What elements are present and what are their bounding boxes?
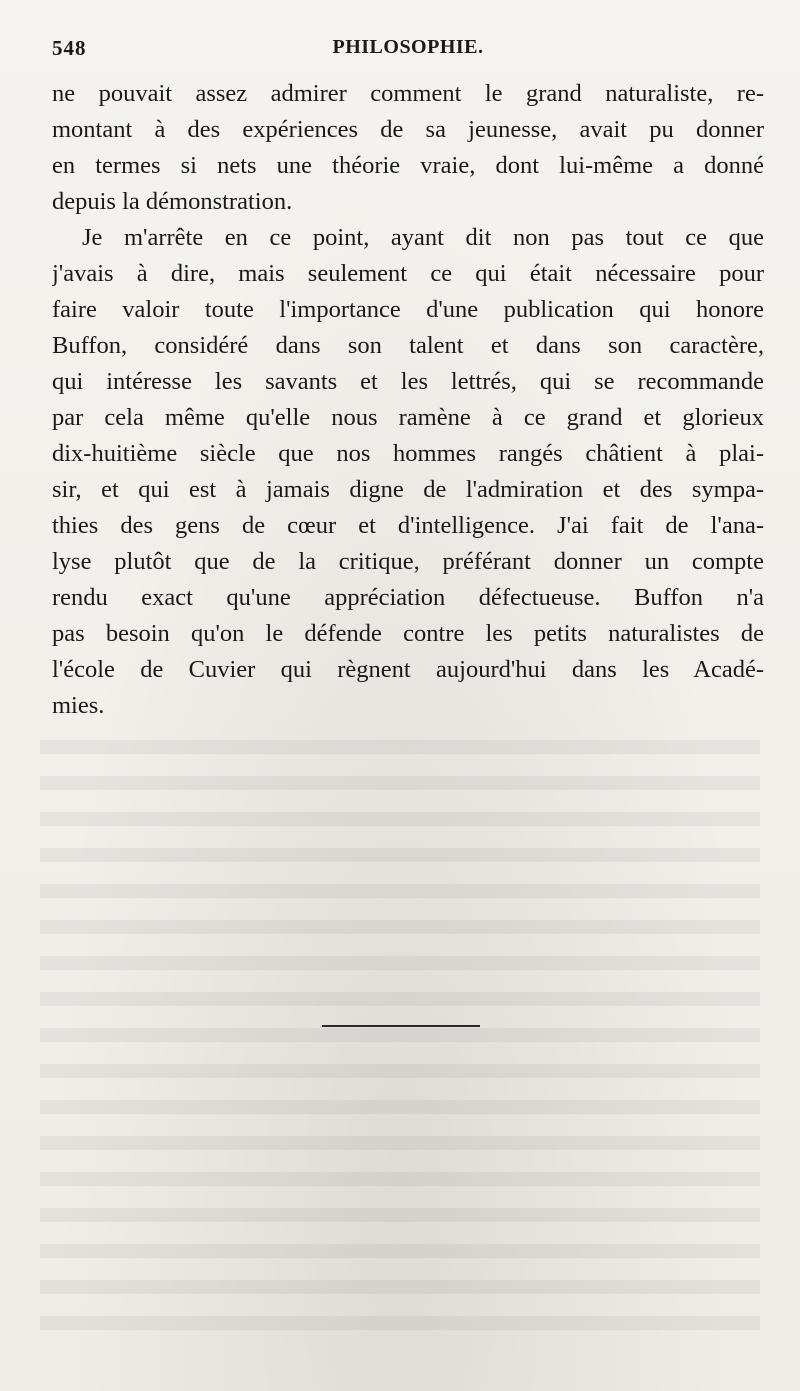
paragraph [52,76,764,220]
text-line: pas besoin qu'on le défende contre les petits naturalistes de [52,620,764,647]
text-line: sir, et qui est à jamais digne de l'admiration et des sympa- [52,476,764,503]
text-line: dix-huitième siècle que nos hommes rangés châtient à plai- [52,440,764,467]
text-line: rendu exact qu'une appréciation défectueuse. Buffon n'a [52,584,764,611]
text-line: faire valoir toute l'importance d'une publication qui honore [52,296,764,323]
text-line: thies des gens de cœur et d'intelligence. J'ai fait de l'ana- [52,512,764,539]
paragraph [52,220,764,724]
text-line: mies. [52,692,105,719]
text-line: l'école de Cuvier qui règnent aujourd'hui dans les Acadé- [52,656,764,683]
text-line: qui intéresse les savants et les lettrés, qui se recommande [52,368,764,395]
text-line: montant à des expériences de sa jeunesse, avait pu donner [52,116,764,143]
text-line: Buffon, considéré dans son talent et dans son caractère, [52,332,764,359]
text-line: depuis la démonstration. [52,188,293,215]
section-divider [322,1025,480,1027]
text-line: Je m'arrête en ce point, ayant dit non pas tout ce que [82,224,764,251]
text-line: en termes si nets une théorie vraie, dont lui-même a donné [52,152,764,179]
text-line: lyse plutôt que de la critique, préférant donner un compte [52,548,764,575]
text-line: par cela même qu'elle nous ramène à ce grand et glorieux [52,404,764,431]
text-line: j'avais à dire, mais seulement ce qui était nécessaire pour [52,260,764,287]
text-line: ne pouvait assez admirer comment le grand naturaliste, re- [52,80,764,107]
page-number: 548 [52,36,87,60]
show-through-text [40,740,760,1340]
running-title: PHILOSOPHIE. [332,36,484,58]
page-header [52,36,764,66]
body-text [52,76,764,724]
